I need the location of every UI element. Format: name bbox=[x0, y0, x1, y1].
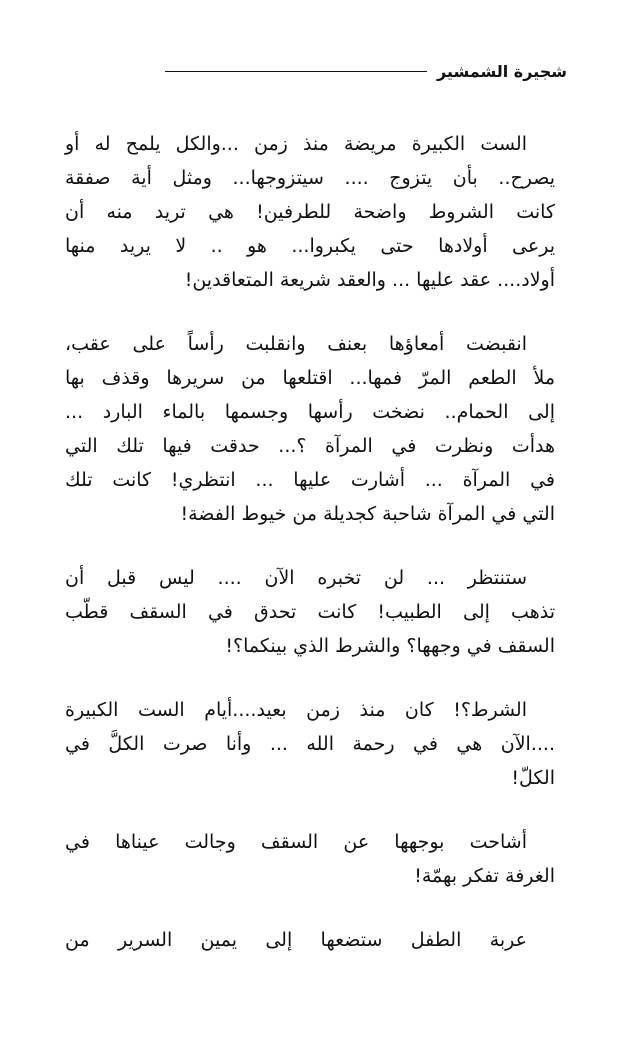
text-line: الشرط؟! كان منذ زمن بعيد....أيام الست الكبيرة bbox=[65, 699, 527, 721]
text-line: الكلّ! bbox=[511, 767, 555, 789]
text-line: إلى الحمام.. نضخت رأسها وجسمها بالماء البارد ... bbox=[65, 401, 555, 423]
story-text bbox=[65, 127, 555, 987]
text-line: كانت الشروط واضحة للطرفين! هي تريد منه أن bbox=[65, 201, 555, 223]
text-line: أشاحت بوجهها عن السقف وجالت عيناها في bbox=[65, 831, 527, 853]
text-line: انقبضت أمعاؤها بعنف وانقلبت رأساً على عقب، bbox=[65, 333, 527, 355]
header-rule bbox=[165, 71, 427, 72]
paragraph-6 bbox=[65, 923, 555, 957]
text-line: السقف في وجهها؟ والشرط الذي بينكما؟! bbox=[225, 635, 555, 657]
text-line: التي في المرآة شاحبة كجديلة من خيوط الفضة! bbox=[180, 503, 555, 525]
paragraph-2 bbox=[65, 327, 555, 531]
text-line: ستنتظر ... لن تخبره الآن .... ليس قبل أن bbox=[65, 567, 527, 589]
text-line: عربة الطفل ستضعها إلى يمين السرير من bbox=[65, 929, 527, 951]
text-line: يصرح.. بأن يتزوج .... سيتزوجها... ومثل أية صفقة bbox=[65, 167, 555, 189]
book-title: شجيرة الشمشير bbox=[436, 62, 567, 81]
text-line: أولاد.... عقد عليها ... والعقد شريعة المتعاقدين! bbox=[184, 269, 555, 291]
paragraph-5 bbox=[65, 825, 555, 893]
text-line: الست الكبيرة مريضة منذ زمن ...والكل يلمح له أو bbox=[65, 133, 527, 155]
text-line: في المرآة ... أشارت عليها ... انتظري! كانت تلك bbox=[65, 469, 555, 491]
text-line: تذهب إلى الطبيب! كانت تحدق في السقف قطّب bbox=[65, 601, 555, 623]
paragraph-3 bbox=[65, 561, 555, 663]
text-line: يرعى أولادها حتى يكبروا... هو .. لا يريد منها bbox=[65, 235, 555, 257]
running-header bbox=[165, 62, 567, 81]
paragraph-1 bbox=[65, 127, 555, 297]
paragraph-4 bbox=[65, 693, 555, 795]
text-line: ملأ الطعم المرّ فمها... اقتلعها من سريرها وقذف بها bbox=[65, 367, 555, 389]
text-line: ....الآن هي في رحمة الله ... وأنا صرت الكلَّ في bbox=[65, 733, 555, 755]
text-line: هدأت ونظرت في المرآة ؟... حدقت فيها تلك التي bbox=[65, 435, 555, 457]
text-line: الغرفة تفكر بهمّة! bbox=[414, 865, 555, 887]
